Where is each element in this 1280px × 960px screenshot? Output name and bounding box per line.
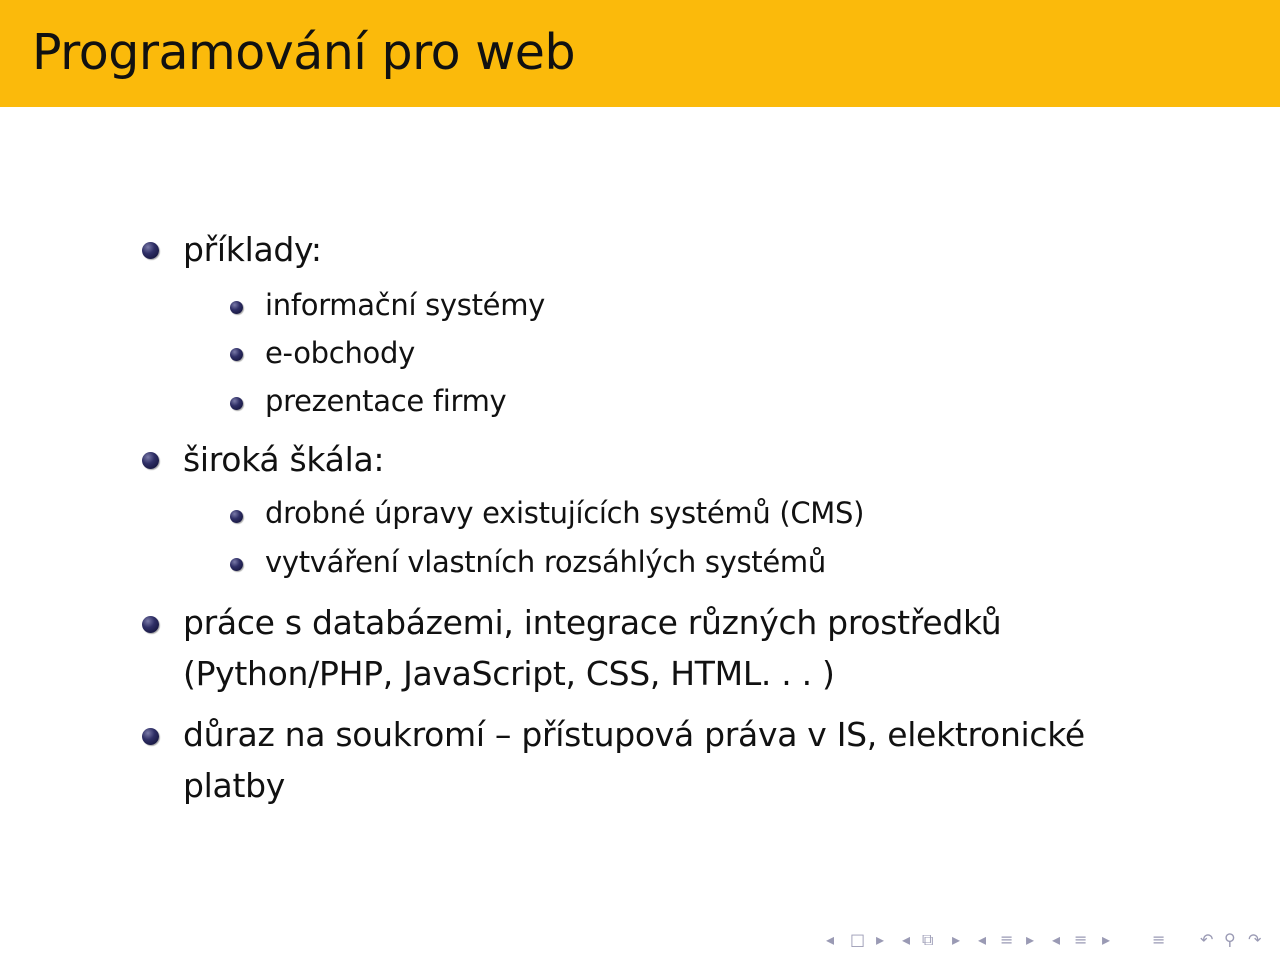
sub-bullet-icon: [230, 348, 243, 361]
navigation-bar: [826, 928, 1271, 952]
bullet-icon: [142, 728, 159, 745]
bullet-icon: [142, 616, 159, 633]
next-section-icon[interactable]: ▸: [1102, 930, 1111, 949]
next-frame-icon[interactable]: ▸: [952, 930, 961, 949]
section-icon[interactable]: ≡: [1074, 930, 1088, 949]
sub-bullet-icon: [230, 301, 243, 314]
list-item: široká škála:: [183, 440, 385, 479]
frame-title: Programování pro web: [32, 24, 576, 81]
sub-list-item: vytváření vlastních rozsáhlých systémů: [265, 545, 826, 579]
frame-icon[interactable]: ⧉: [922, 930, 934, 949]
prev-frame-icon[interactable]: ◂: [902, 930, 911, 949]
list-item-line: (Python/PHP, JavaScript, CSS, HTML. . . ): [183, 654, 835, 693]
prev-subsection-icon[interactable]: ◂: [978, 930, 987, 949]
sub-list-item: drobné úpravy existujících systémů (CMS): [265, 496, 865, 530]
sub-bullet-icon: [230, 558, 243, 571]
sub-list-item: e-obchody: [265, 336, 415, 370]
toc-icon[interactable]: ≡: [1152, 930, 1166, 949]
sub-list-item: prezentace firmy: [265, 384, 507, 418]
list-item-line: důraz na soukromí – přístupová práva v IS, elektronické: [183, 715, 1085, 754]
search-icon[interactable]: ⚲: [1224, 930, 1236, 949]
subsection-icon[interactable]: ≡: [1000, 930, 1014, 949]
back-icon[interactable]: ↶: [1200, 930, 1214, 949]
forward-icon[interactable]: ↷: [1248, 930, 1262, 949]
next-slide-icon[interactable]: ▸: [876, 930, 885, 949]
list-item-line: práce s databázemi, integrace různých prostředků: [183, 603, 1002, 642]
list-item: příklady:: [183, 230, 322, 269]
bullet-icon: [142, 242, 159, 259]
list-item-line: platby: [183, 766, 285, 805]
sub-list-item: informační systémy: [265, 288, 546, 322]
slide-icon[interactable]: □: [850, 930, 866, 949]
prev-slide-icon[interactable]: ◂: [826, 930, 835, 949]
next-subsection-icon[interactable]: ▸: [1026, 930, 1035, 949]
bullet-icon: [142, 452, 159, 469]
sub-bullet-icon: [230, 397, 243, 410]
prev-section-icon[interactable]: ◂: [1052, 930, 1061, 949]
sub-bullet-icon: [230, 510, 243, 523]
